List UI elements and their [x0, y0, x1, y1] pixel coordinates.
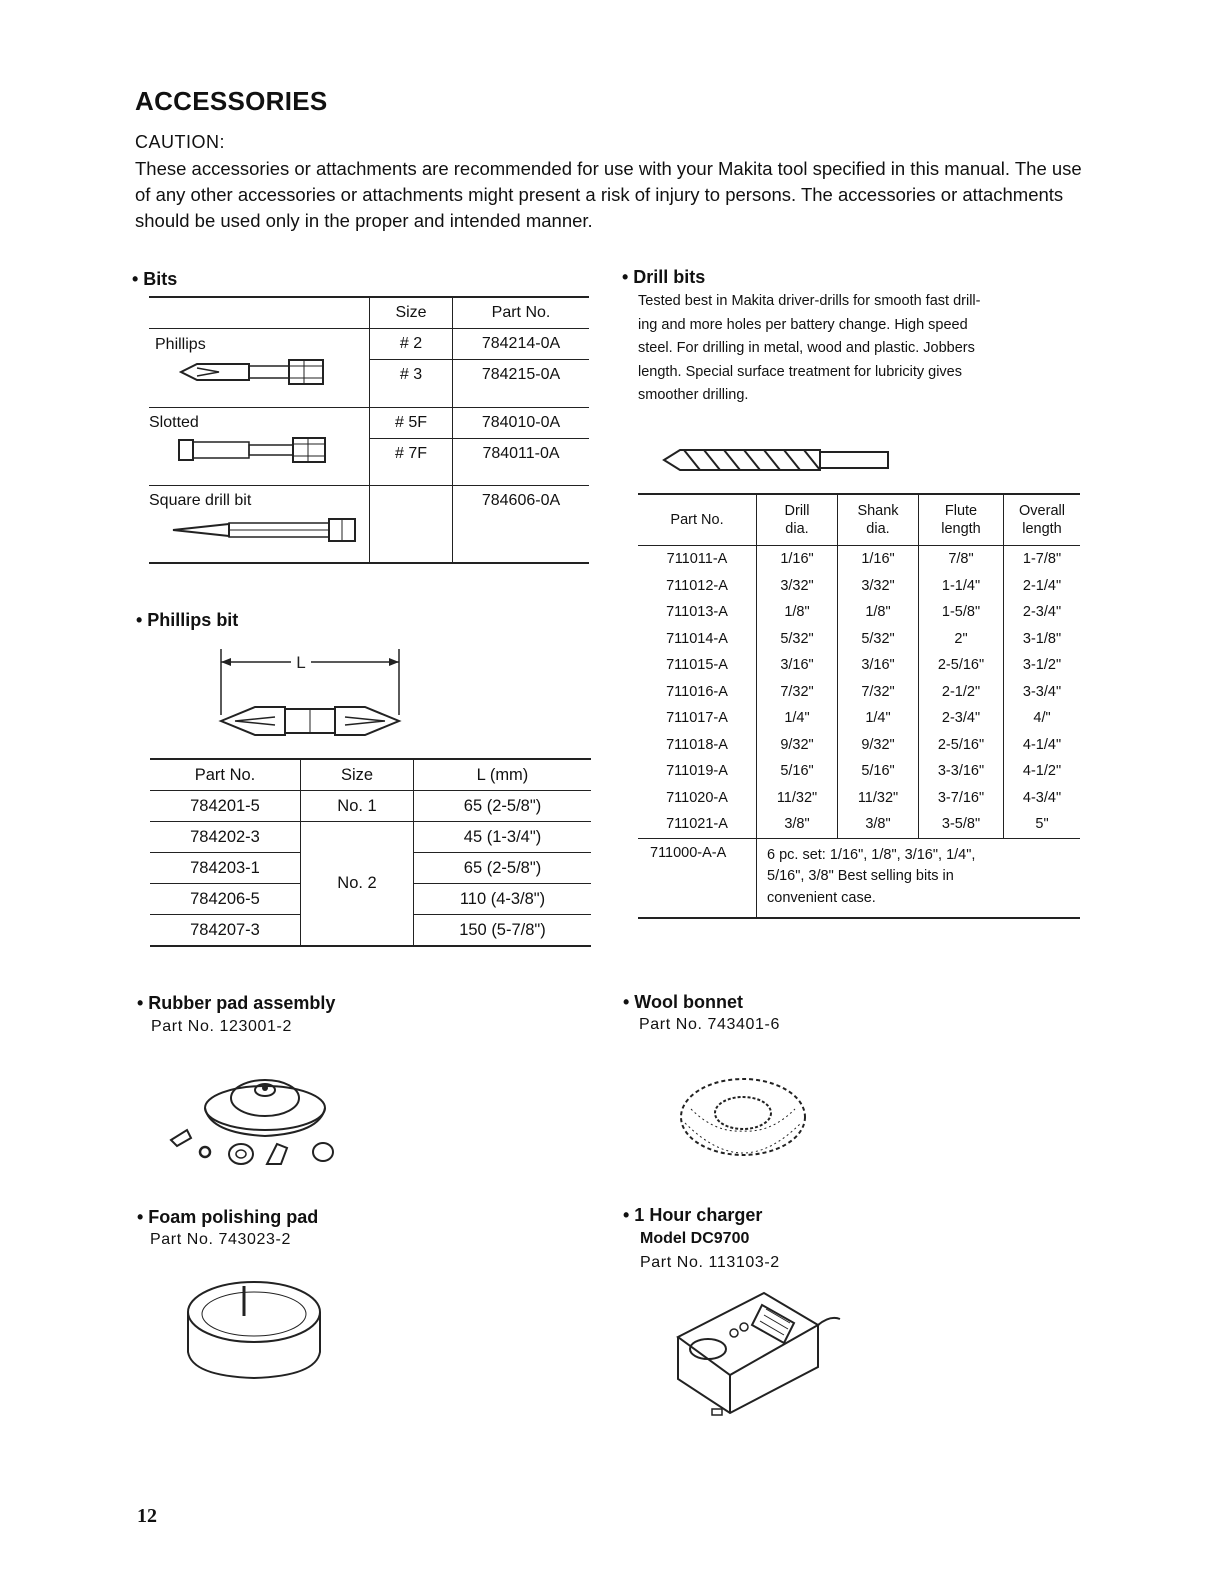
phillips-label: Phillips [155, 336, 206, 353]
bits-table: Size Part No. Phillips # 2 784214-0A # 3 784215-0A Slotted # 5F 784010-0A # 7F 784011-0A Square drill bit 784606-0A [149, 296, 589, 564]
dimension-l-label: L [296, 653, 306, 672]
caution-label: CAUTION: [135, 132, 226, 152]
square-drill-label: Square drill bit [149, 492, 252, 509]
drill-set-part: 711000-A-A [638, 838, 757, 918]
drill-flute-cell: 1-1/4" [919, 573, 1004, 600]
drill-bits-heading: • Drill bits [622, 267, 706, 287]
rubber-pad-heading: • Rubber pad assembly [137, 993, 336, 1013]
drill-bit-row [638, 652, 1080, 679]
drill-flute-cell: 2-3/4" [919, 705, 1004, 732]
wool-bonnet-part: Part No. 743401-6 [639, 1016, 780, 1033]
drill-drill-cell: 3/8" [757, 811, 838, 838]
drill-part-cell: 711021-A [666, 816, 728, 833]
drill-bit-icon [660, 446, 900, 474]
phillips-double-bit-icon [215, 645, 415, 740]
drill-shank-cell: 1/8" [838, 599, 919, 626]
foam-pad-heading: • Foam polishing pad [137, 1207, 319, 1227]
drill-bit-row [638, 626, 1080, 653]
drill-overall-cell: 4-3/4" [1004, 785, 1081, 812]
drill-drill-cell: 9/32" [757, 732, 838, 759]
drill-overall-cell: 2-3/4" [1004, 599, 1081, 626]
drill-bit-row [638, 705, 1080, 732]
drill-bit-row [638, 758, 1080, 785]
drill-flute-cell: 3-5/8" [919, 811, 1004, 838]
bits-col-part: Part No. [453, 297, 590, 329]
drill-flute-cell: 2" [919, 626, 1004, 653]
drill-part-cell: 711016-A [666, 683, 728, 700]
phillips-bit-heading: • Phillips bit [136, 610, 239, 630]
drill-drill-cell: 1/4" [757, 705, 838, 732]
foam-polishing-pad-icon [182, 1276, 332, 1381]
drill-overall-cell: 4/" [1004, 705, 1081, 732]
drill-flute-cell: 1-5/8" [919, 599, 1004, 626]
caution-text: These accessories or attachments are recommended for use with your Makita tool specified in this manual. The use of any other accessories or attachments might present a risk of injury to persons. The accessories or attachments should be used only in the proper and intended manner. [135, 158, 1082, 231]
drill-part-cell: 711018-A [666, 736, 728, 753]
drill-drill-cell: 1/8" [757, 599, 838, 626]
drill-flute-cell: 2-1/2" [919, 679, 1004, 706]
drill-shank-cell: 5/32" [838, 626, 919, 653]
drill-bits-description: Tested best in Makita driver-drills for smooth fast drill- ing and more holes per battery change. High speed steel. For drilling in metal, wood and plastic. Jobbers length. Special surface treatment for lubricity gives smoother drilling. [638, 293, 981, 403]
drill-shank-cell: 1/16" [838, 546, 919, 573]
drill-overall-cell: 3-1/2" [1004, 652, 1081, 679]
drill-set-description: 6 pc. set: 1/16", 1/8", 3/16", 1/4", 5/16", 3/8" Best selling bits in convenient case. [757, 838, 1081, 918]
drill-bit-row [638, 599, 1080, 626]
drill-shank-cell: 3/8" [838, 811, 919, 838]
drill-bit-row [638, 546, 1080, 573]
drill-part-cell: 711011-A [666, 551, 728, 568]
drill-drill-cell: 1/16" [757, 546, 838, 573]
drill-shank-cell: 7/32" [838, 679, 919, 706]
charger-part: Part No. 113103-2 [640, 1254, 780, 1271]
drill-shank-cell: 11/32" [838, 785, 919, 812]
drill-bit-row [638, 785, 1080, 812]
drill-flute-cell: 2-5/16" [919, 732, 1004, 759]
drill-shank-cell: 3/32" [838, 573, 919, 600]
page-number: 12 [137, 1505, 157, 1527]
charger-heading: • 1 Hour charger [623, 1205, 763, 1225]
slotted-bit-icon [175, 432, 355, 468]
wool-bonnet-heading: • Wool bonnet [623, 992, 743, 1012]
drill-part-cell: 711015-A [666, 657, 728, 674]
drill-shank-cell: 1/4" [838, 705, 919, 732]
slotted-label: Slotted [149, 414, 199, 431]
drill-flute-cell: 3-7/16" [919, 785, 1004, 812]
drill-shank-cell: 5/16" [838, 758, 919, 785]
drill-overall-cell: 3-1/8" [1004, 626, 1081, 653]
page-title: ACCESSORIES [135, 86, 328, 116]
drill-drill-cell: 5/32" [757, 626, 838, 653]
drill-bit-row [638, 732, 1080, 759]
drill-overall-cell: 1-7/8" [1004, 546, 1081, 573]
drill-bit-row [638, 573, 1080, 600]
drill-overall-cell: 4-1/4" [1004, 732, 1081, 759]
wool-bonnet-icon [675, 1073, 815, 1163]
drill-bits-table: Part No. Drill dia. Shank dia. Flute length Overall length 711011-A 1/16" 1/16" 7/8" 1-7/8" 711012-A 3/32" 3/32" 1-1/4" 2-1/4" 711013-A 1/8" 1/8" 1-5/8" 2-3/4" 711014-A 5/32" 5/32" 2" 3-1/8" 711015-A 3/16" 3/16" 2-5/16" 3-1/2" 711016-A 7/32" 7/32" 2-1/2" 3-3/4" 711017-A 1/4" 1/4" 2-3/4" 4/" 711018-A 9/32" 9/32" 2-5/16" 4-1/4" 711019-A 5/16" 5/16" 3-3/16" 4-1/2" 711020-A 11/32" 11/32" 3-7/16" 4-3/4" 711021-A 3/8" 3/8" 3-5/8" 5" 711000-A-A 6 pc. set: 1/16", 1/8", 3/16", 1/4", 5/16", 3/8" Best selling bits in convenient case. [638, 493, 1080, 919]
drill-bit-row [638, 679, 1080, 706]
drill-part-cell: 711014-A [666, 630, 728, 647]
drill-drill-cell: 5/16" [757, 758, 838, 785]
drill-overall-cell: 3-3/4" [1004, 679, 1081, 706]
drill-flute-cell: 7/8" [919, 546, 1004, 573]
rubber-pad-part: Part No. 123001-2 [151, 1018, 292, 1035]
foam-pad-part: Part No. 743023-2 [150, 1231, 291, 1248]
drill-overall-cell: 4-1/2" [1004, 758, 1081, 785]
drill-drill-cell: 3/32" [757, 573, 838, 600]
drill-shank-cell: 3/16" [838, 652, 919, 679]
square-drill-bit-icon [169, 510, 369, 546]
drill-flute-cell: 3-3/16" [919, 758, 1004, 785]
drill-drill-cell: 7/32" [757, 679, 838, 706]
bits-col-size: Size [370, 297, 453, 329]
drill-part-cell: 711020-A [666, 789, 728, 806]
drill-bit-row [638, 811, 1080, 838]
drill-part-cell: 711012-A [666, 577, 728, 594]
bits-heading: • Bits [132, 269, 178, 289]
charger-icon [668, 1285, 848, 1421]
charger-model: Model DC9700 [640, 1230, 750, 1247]
drill-part-cell: 711013-A [666, 604, 728, 621]
drill-overall-cell: 5" [1004, 811, 1081, 838]
drill-overall-cell: 2-1/4" [1004, 573, 1081, 600]
rubber-pad-assembly-icon [165, 1068, 355, 1173]
phillips-bit-icon [179, 354, 339, 390]
drill-flute-cell: 2-5/16" [919, 652, 1004, 679]
drill-part-cell: 711017-A [666, 710, 728, 727]
drill-part-cell: 711019-A [666, 763, 728, 780]
phillips-bit-table: Part No. Size L (mm) 784201-5 No. 1 65 (2-5/8") 784202-3 No. 2 45 (1-3/4") 784203-1 65 (2-5/8") 784206-5 110 (4-3/8") 784207-3 150 (5-7/8") [150, 758, 591, 947]
drill-shank-cell: 9/32" [838, 732, 919, 759]
drill-drill-cell: 3/16" [757, 652, 838, 679]
drill-drill-cell: 11/32" [757, 785, 838, 812]
